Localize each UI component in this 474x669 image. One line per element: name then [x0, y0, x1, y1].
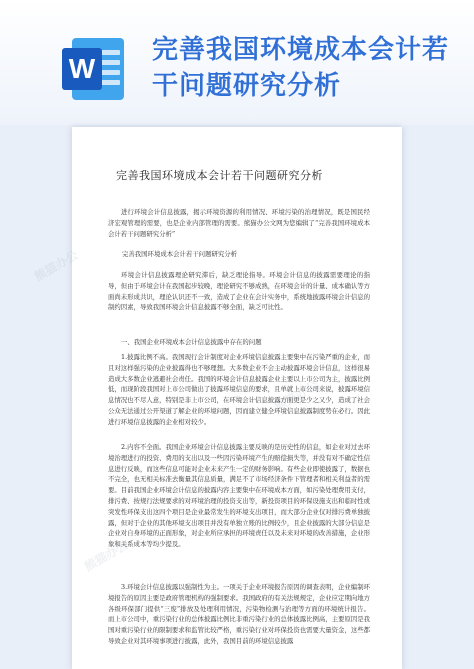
item-1: 1.披露比例不高。我国现行会计制度对企业环境信息披露主要集中在污染严重的企业，而且对这样强污染的企业披露得也不够理想。大多数企业不会主动披露环境会计信息，这样很易造成大多数企业逃避社会责任。我国的环境会计信息披露企业主要以上市公司为主，披露比例低，而现阶段我国对上市公司做出了披露环境信息的要求，且单就上市公司来说，披露环境信息情况也不尽人意，特别是非上市公司，在环境会计信息披露方面更是少之又少，造成了社会公众无法通过公开渠道了解企业的环境问题，因而建立健全环境信息披露制度势在必行。因此进行环境信息披露的企业相对较少。	[108, 353, 371, 426]
item-2: 2.内容不全面。我国企业环境会计信息披露主要反映的是历史性的信息，如企业对过去环境治理进行的投资、费用的支出以及一些因污染环境产生的赔偿损失等，并没有对不确定性信息进行反映，而这些信息可能对企业未来产生一定的财务影响。有些企业即使披露了，数据也不完全，也无相关标准去衡量其信息质量，满足不了市场经济条件下管理者和相关利益者的需要。目前我国企业环境会计信息的披露内容主要集中在环境成本方面，如污染处理费用支付，排污费、按规行法规要求的对环境治理的投资支出等，新投资项目的环保设施支出和临时性或突发性环保支出这四个项目是企业最常发生的环境支出项目，而大部分企业仅对排污费单独披露，但对于企业的其他环境支出项目并没有单独立账的比例较少，且企业披露的大部分信息是企业对自身环境的正面形象，对企业所应承担的环境责任以及未来对环境的改善措施，企业形象和关系成本等均少提及。	[108, 443, 371, 549]
paragraph-1: 环境会计信息披露理论研究滞后，缺乏理论指导。环境会计信息的披露需要理论的指导，但由于环境会计在我国起步较晚，理论研究不够成熟，在环境会计的计量、成本确认等方面尚未形成共识，理论认识还不一致，造成了企业在会计实务中，系统地披露环境会计信息的制约因素，导致我国环境会计信息披露不够全面，缺乏可比性。	[108, 271, 371, 312]
section-heading-1: 一、我国企业环境成本会计信息披露中存在的问题	[121, 338, 262, 346]
word-document-icon	[62, 38, 124, 100]
banner-title: 完善我国环境成本会计若干问题研究分析	[152, 35, 450, 101]
document-title: 完善我国环境成本会计若干问题研究分析	[116, 169, 323, 182]
subheading: 完善我国环境成本会计若干问题研究分析	[122, 250, 238, 258]
item-3: 3.环境会计信息披露以强制性为主。一项关于企业环境报告原因的调查表明，企业编制环境报告的原因主要是政府管理机构的强制要求。我国政府的有关法规规定，企业应定期向地方各级环保部门提供“三废”排放及处理利用情况，污染物检测与治理等方面的环境统计报告。而上市公司中，重污染行业的总体披露比例比非重污染行业的总体披露比例高，主要原因是我国对重污染行业的限制要求和监管比较严格，重污染行业对环保投资也需要大量资金，这些都导致企业对其环境事项进行披露，此外，我国目前的环境信息披露	[108, 583, 371, 645]
intro-paragraph: 进行环境会计信息披露，揭示环境资源的利用情况、环境污染的治理情况，既是国民经济宏观管理的需要，也是企业内部管理的需要。熊猫办公文网为您编辑了“完善我国环境成本会计若干问题研究分析”	[108, 208, 370, 238]
watermark: 熊猫办公	[31, 247, 81, 284]
banner	[0, 0, 474, 125]
word-logo-letter: W	[62, 48, 102, 90]
document-page	[31, 127, 402, 669]
watermark: 熊猫办公	[81, 537, 131, 574]
watermark: 熊猫办公	[271, 377, 321, 414]
